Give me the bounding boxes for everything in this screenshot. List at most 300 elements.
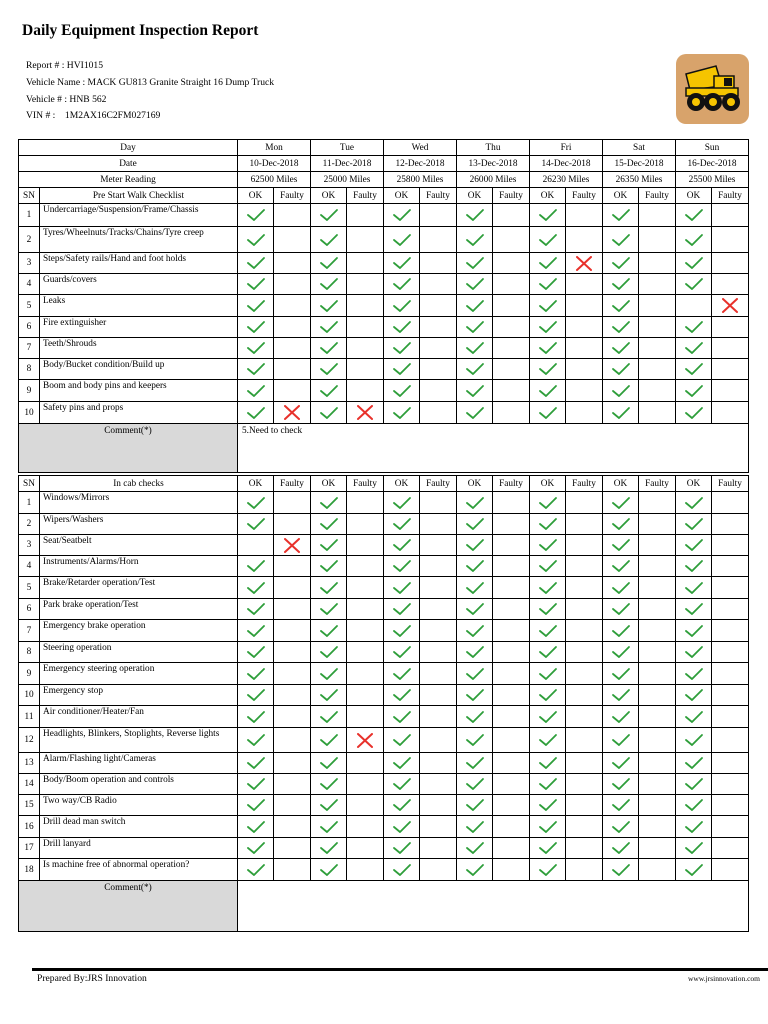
ok-check-icon [611,733,631,747]
ok-cell [457,753,493,774]
ok-check-icon [319,602,339,616]
ok-check-icon [684,362,704,376]
checklist-row [19,795,749,816]
faulty-cell [712,753,749,774]
ok-cell [676,556,712,577]
ok-cell [384,838,420,859]
ok-check-icon [319,798,339,812]
meter-header-row [19,172,749,188]
faulty-column-header: Faulty [712,476,749,492]
faulty-cell [712,253,749,274]
ok-cell [238,774,274,795]
ok-check-icon [392,667,412,681]
row-sn: 5 [19,295,40,317]
ok-column-header: OK [676,188,712,204]
ok-check-icon [684,841,704,855]
faulty-cell [566,295,603,317]
row-sn: 6 [19,317,40,338]
faulty-cell [274,859,311,881]
ok-cell [530,642,566,663]
ok-check-icon [684,320,704,334]
faulty-cell [347,556,384,577]
faulty-cell [420,706,457,728]
faulty-cell [274,774,311,795]
ok-cell [311,274,347,295]
ok-cell [384,795,420,816]
ok-column-header: OK [457,476,493,492]
ok-column-header: OK [530,476,566,492]
faulty-cell [566,380,603,402]
faulty-cell [347,859,384,881]
ok-column-header: OK [238,188,274,204]
ok-cell [676,359,712,380]
faulty-cell [639,253,676,274]
ok-check-icon [538,406,558,420]
ok-cell [311,838,347,859]
faulty-column-header: Faulty [639,476,676,492]
ok-cell [530,620,566,642]
ok-cell [603,359,639,380]
faulty-column-header: Faulty [420,188,457,204]
ok-check-icon [684,602,704,616]
ok-cell [603,753,639,774]
faulty-cell [639,317,676,338]
ok-check-icon [684,733,704,747]
faulty-column-header: Faulty [347,188,384,204]
checklist-item-label: Instruments/Alarms/Horn [40,556,238,577]
faulty-cell [566,514,603,535]
ok-check-icon [246,559,266,573]
faulty-cell [493,577,530,599]
section-header-row [19,476,749,492]
ok-cell [457,642,493,663]
row-sn: 4 [19,556,40,577]
ok-check-icon [246,820,266,834]
ok-cell [457,599,493,620]
faulty-cell [639,295,676,317]
faulty-cell [420,380,457,402]
faulty-cell [274,838,311,859]
ok-check-icon [611,538,631,552]
ok-cell [384,359,420,380]
ok-check-icon [319,667,339,681]
checklist-row [19,816,749,838]
ok-check-icon [465,688,485,702]
faulty-cell [493,774,530,795]
faulty-cell [274,795,311,816]
faulty-cell [639,774,676,795]
faulty-cell [566,620,603,642]
ok-check-icon [465,645,485,659]
ok-check-icon [611,559,631,573]
ok-cell [238,253,274,274]
ok-cell [384,599,420,620]
ok-check-icon [319,496,339,510]
ok-check-icon [319,517,339,531]
checklist-item-label: Body/Bucket condition/Build up [40,359,238,380]
row-sn: 16 [19,816,40,838]
ok-check-icon [465,517,485,531]
ok-cell [311,577,347,599]
faulty-cell [347,227,384,253]
ok-check-icon [684,710,704,724]
ok-cell [457,402,493,424]
ok-check-icon [319,645,339,659]
ok-cell [676,706,712,728]
day-header-value: Fri [530,140,603,156]
checklist-item-label: Steering operation [40,642,238,663]
ok-check-icon [465,756,485,770]
faulty-cross-icon [721,298,739,313]
faulty-cell [712,492,749,514]
ok-check-icon [684,798,704,812]
ok-check-icon [246,710,266,724]
ok-check-icon [684,341,704,355]
ok-check-icon [538,496,558,510]
ok-check-icon [611,798,631,812]
ok-check-icon [465,320,485,334]
ok-check-icon [465,820,485,834]
faulty-cell [493,204,530,227]
ok-cell [603,253,639,274]
date-header-row [19,156,749,172]
faulty-cell [274,253,311,274]
ok-check-icon [611,645,631,659]
ok-cell [311,295,347,317]
faulty-cell [712,380,749,402]
faulty-cell [712,685,749,706]
ok-check-icon [246,645,266,659]
faulty-cell [347,492,384,514]
faulty-column-header: Faulty [274,476,311,492]
faulty-cell [420,359,457,380]
ok-check-icon [246,863,266,877]
row-sn: 17 [19,838,40,859]
ok-check-icon [465,841,485,855]
faulty-cell [347,274,384,295]
ok-check-icon [538,710,558,724]
ok-cell [603,492,639,514]
ok-cell [238,402,274,424]
ok-check-icon [246,841,266,855]
faulty-cell [347,816,384,838]
row-sn: 2 [19,514,40,535]
ok-check-icon [611,496,631,510]
faulty-cell [274,535,311,556]
ok-cell [530,556,566,577]
checklist-item-label: Tyres/Wheelnuts/Tracks/Chains/Tyre creep [40,227,238,253]
meter-header-value: 26230 Miles [530,172,603,188]
ok-check-icon [246,233,266,247]
dump-truck-icon [676,54,749,124]
checklist-item-label: Emergency brake operation [40,620,238,642]
ok-check-icon [465,733,485,747]
ok-check-icon [684,256,704,270]
row-sn: 10 [19,685,40,706]
ok-cell [311,642,347,663]
ok-cell [676,492,712,514]
ok-check-icon [538,320,558,334]
ok-column-header: OK [311,476,347,492]
day-header-value: Mon [238,140,311,156]
ok-cell [603,274,639,295]
ok-column-header: OK [457,188,493,204]
faulty-cell [493,253,530,274]
ok-check-icon [684,863,704,877]
checklist-item-label: Windows/Mirrors [40,492,238,514]
faulty-column-header: Faulty [566,188,603,204]
website-link[interactable]: www.jrsinnovation.com [687,974,760,983]
ok-cell [530,599,566,620]
faulty-cell [639,663,676,685]
faulty-cross-icon [356,733,374,748]
faulty-cell [420,492,457,514]
ok-cell [603,338,639,359]
ok-check-icon [684,233,704,247]
ok-cell [676,859,712,881]
ok-check-icon [611,667,631,681]
checklist-item-label: Teeth/Shrouds [40,338,238,359]
sn-header: SN [19,188,40,204]
ok-check-icon [611,624,631,638]
comment-row [19,881,749,932]
ok-cell [238,317,274,338]
row-sn: 1 [19,492,40,514]
faulty-cell [420,204,457,227]
faulty-cell [712,620,749,642]
faulty-cell [274,753,311,774]
ok-check-icon [465,538,485,552]
ok-cell [530,317,566,338]
ok-check-icon [319,688,339,702]
day-header-value: Tue [311,140,384,156]
ok-cell [384,706,420,728]
ok-check-icon [538,688,558,702]
ok-check-icon [684,559,704,573]
ok-cell [676,317,712,338]
faulty-cell [566,795,603,816]
ok-check-icon [611,841,631,855]
ok-check-icon [392,362,412,376]
faulty-cell [639,402,676,424]
day-header-value: Sun [676,140,749,156]
faulty-cell [493,838,530,859]
ok-cell [384,227,420,253]
ok-cell [311,599,347,620]
faulty-cell [420,663,457,685]
ok-cell [238,492,274,514]
faulty-cell [639,816,676,838]
ok-cell [238,204,274,227]
checklist-row [19,338,749,359]
ok-cell [238,599,274,620]
ok-check-icon [465,581,485,595]
faulty-cell [274,274,311,295]
ok-cell [530,253,566,274]
ok-cell [457,317,493,338]
faulty-column-header: Faulty [639,188,676,204]
day-header-value: Sat [603,140,676,156]
faulty-cell [347,359,384,380]
faulty-cell [420,753,457,774]
ok-check-icon [611,256,631,270]
ok-check-icon [538,798,558,812]
faulty-cell [420,728,457,753]
ok-check-icon [246,208,266,222]
faulty-cell [566,816,603,838]
checklist-item-label: Leaks [40,295,238,317]
checklist-row [19,859,749,881]
ok-cell [457,774,493,795]
ok-check-icon [246,733,266,747]
ok-check-icon [538,581,558,595]
faulty-cell [639,838,676,859]
faulty-cell [566,253,603,274]
checklist-item-label: Body/Boom operation and controls [40,774,238,795]
faulty-cell [420,317,457,338]
ok-cell [311,253,347,274]
ok-cell [530,706,566,728]
ok-cell [311,317,347,338]
comment-label: Comment(*) [19,881,238,932]
ok-check-icon [319,256,339,270]
ok-cell [676,338,712,359]
ok-check-icon [684,820,704,834]
faulty-cell [274,295,311,317]
logo [676,54,749,124]
ok-check-icon [392,602,412,616]
ok-check-icon [611,777,631,791]
faulty-cell [347,380,384,402]
faulty-cell [493,663,530,685]
faulty-cell [566,838,603,859]
ok-cell [603,514,639,535]
ok-cell [457,685,493,706]
row-sn: 1 [19,204,40,227]
ok-check-icon [684,688,704,702]
date-header-value: 10-Dec-2018 [238,156,311,172]
row-sn: 7 [19,338,40,359]
ok-cell [457,535,493,556]
ok-check-icon [246,406,266,420]
checklist-row [19,620,749,642]
date-header-value: 13-Dec-2018 [457,156,530,172]
faulty-cell [493,816,530,838]
ok-check-icon [392,256,412,270]
in-cab-checks-table [18,475,749,932]
ok-check-icon [392,233,412,247]
ok-check-icon [538,208,558,222]
faulty-cell [712,227,749,253]
ok-cell [603,620,639,642]
ok-cell [238,380,274,402]
faulty-cell [639,492,676,514]
ok-check-icon [319,756,339,770]
ok-cell [311,380,347,402]
faulty-cell [274,620,311,642]
ok-cell [384,535,420,556]
date-header-value: 15-Dec-2018 [603,156,676,172]
faulty-cell [420,685,457,706]
ok-check-icon [392,645,412,659]
ok-cell [603,795,639,816]
ok-cell [457,295,493,317]
ok-cell [676,642,712,663]
ok-column-header: OK [530,188,566,204]
ok-cell [238,663,274,685]
ok-cell [676,728,712,753]
ok-check-icon [684,384,704,398]
faulty-cell [712,556,749,577]
date-header-label: Date [19,156,238,172]
ok-cell [238,816,274,838]
ok-check-icon [684,667,704,681]
ok-check-icon [611,362,631,376]
faulty-cell [347,685,384,706]
faulty-cell [493,317,530,338]
ok-cell [530,816,566,838]
ok-check-icon [684,277,704,291]
ok-check-icon [392,384,412,398]
faulty-cell [493,599,530,620]
faulty-cell [639,204,676,227]
row-sn: 12 [19,728,40,753]
faulty-cross-icon [356,405,374,420]
faulty-cell [493,795,530,816]
meter-header-value: 26350 Miles [603,172,676,188]
faulty-cell [639,685,676,706]
faulty-column-header: Faulty [712,188,749,204]
faulty-column-header: Faulty [347,476,384,492]
faulty-column-header: Faulty [274,188,311,204]
faulty-cell [347,838,384,859]
row-sn: 13 [19,753,40,774]
faulty-cell [493,227,530,253]
faulty-cell [493,859,530,881]
ok-check-icon [611,341,631,355]
day-header-row [19,140,749,156]
ok-check-icon [611,208,631,222]
comment-text: 5.Need to check [238,424,749,473]
faulty-cell [566,599,603,620]
ok-cell [603,380,639,402]
faulty-cell [493,706,530,728]
faulty-cell [420,227,457,253]
checklist-item-label: Steps/Safety rails/Hand and foot holds [40,253,238,274]
ok-cell [311,663,347,685]
ok-check-icon [538,820,558,834]
ok-cell [530,359,566,380]
ok-cell [603,859,639,881]
ok-check-icon [684,645,704,659]
faulty-cell [639,359,676,380]
ok-check-icon [465,384,485,398]
ok-cell [311,859,347,881]
ok-cell [457,577,493,599]
ok-cell [384,204,420,227]
checklist-row [19,359,749,380]
ok-cell [530,685,566,706]
ok-check-icon [392,277,412,291]
section-title: Pre Start Walk Checklist [40,188,238,204]
faulty-cell [493,514,530,535]
ok-column-header: OK [311,188,347,204]
faulty-cell [639,599,676,620]
ok-cell [311,685,347,706]
checklist-row [19,204,749,227]
ok-check-icon [392,538,412,552]
ok-cell [384,253,420,274]
